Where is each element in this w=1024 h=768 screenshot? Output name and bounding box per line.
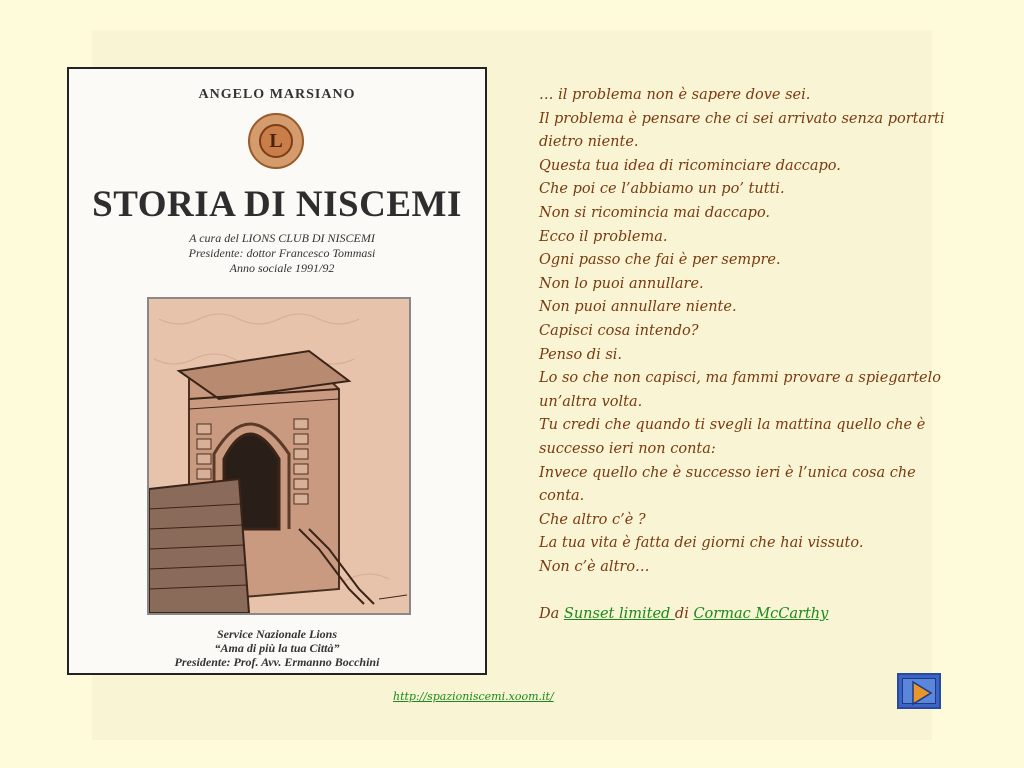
book-cover-image [67, 67, 487, 675]
poem-text [539, 84, 945, 627]
poem-line: Che altro c’è ? [539, 511, 646, 528]
book-subinfo [69, 231, 485, 276]
poem-line: … il problema non è sapere dove sei. [539, 87, 811, 103]
subinfo-line: Presidente: dottor Francesco Tommasi [188, 246, 376, 260]
emblem-letter: L [259, 124, 293, 158]
sunset-limited-link[interactable]: Sunset limited [563, 606, 675, 623]
poem-line: Non si ricomincia mai daccapo. [539, 204, 771, 221]
poem-line: Questa tua idea di ricominciare daccapo. [539, 157, 841, 174]
play-arrow-icon [899, 675, 943, 711]
poem-line: La tua vita è fatta dei giorni che hai vissuto. [539, 535, 864, 552]
poem-line: Non c’è altro… [539, 558, 650, 575]
subinfo-line: Anno sociale 1991/92 [229, 261, 335, 275]
poem-credit [539, 603, 939, 627]
poem-line: Non puoi annullare niente. [539, 299, 737, 316]
poem-line: Il problema è pensare che ci sei arrivato senza portarti [539, 110, 945, 127]
book-title: STORIA DI NISCEMI [92, 184, 462, 225]
gate-illustration [147, 297, 411, 615]
book-footer-info [69, 627, 485, 669]
poem-line: Invece quello che è successo ieri è l’unica cosa che [539, 464, 916, 481]
poem-line: Che poi ce l’abbiamo un po’ tutti. [539, 181, 785, 198]
subinfo-line: A cura del LIONS CLUB DI NISCEMI [189, 231, 375, 245]
book-author: ANGELO MARSIANO [198, 87, 356, 102]
poem-line: successo ieri non conta: [539, 440, 716, 457]
poem-line: Capisci cosa intendo? [539, 322, 699, 339]
footer-line: “Ama di più la tua Città” [214, 641, 340, 655]
poem-line: Non lo puoi annullare. [539, 275, 704, 292]
poem-line: un’altra volta. [539, 393, 643, 410]
poem-line: Ogni passo che fai è per sempre. [539, 252, 781, 269]
next-slide-button[interactable] [897, 673, 941, 709]
poem-line: Lo so che non capisci, ma fammi provare a spiegartelo [539, 370, 942, 387]
site-url-link[interactable]: http://spazioniscemi.xoom.it/ [393, 690, 554, 703]
credit-prefix: Da [539, 606, 564, 623]
poem-line: conta. [539, 488, 585, 505]
credit-mid: di [674, 606, 694, 623]
cormac-mccarthy-link[interactable]: Cormac McCarthy [693, 606, 829, 623]
poem-line: Penso di si. [539, 346, 623, 363]
footer-line: Service Nazionale Lions [217, 627, 337, 641]
footer-line: Presidente: Prof. Avv. Ermanno Bocchini [174, 655, 380, 669]
poem-line: Tu credi che quando ti svegli la mattina quello che è [539, 417, 926, 434]
poem-line: Ecco il problema. [539, 228, 668, 245]
poem-line: dietro niente. [539, 134, 639, 151]
lions-emblem-icon [248, 113, 304, 169]
